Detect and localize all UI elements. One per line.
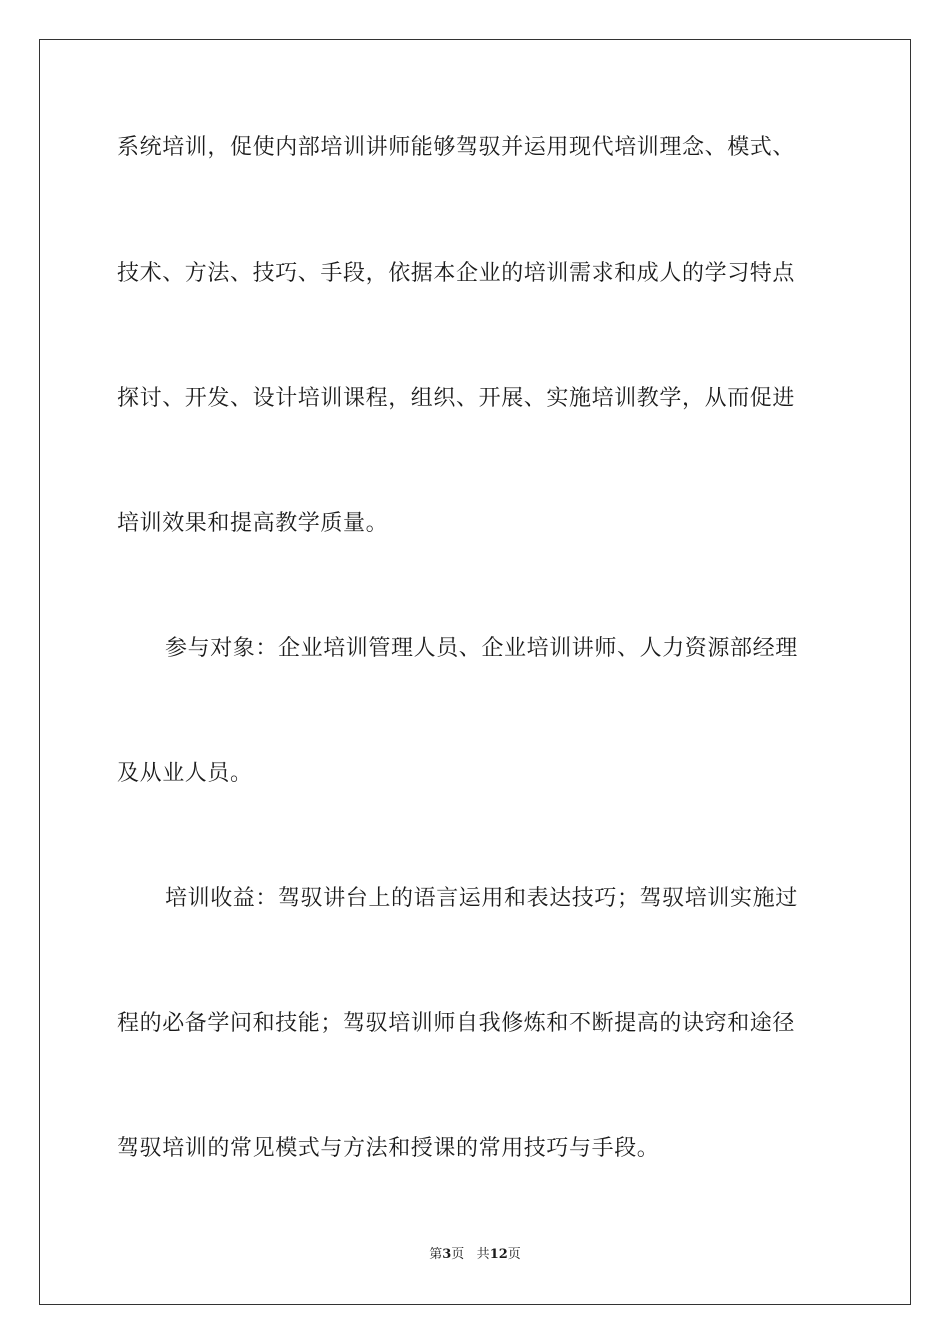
page-suffix: 页 (451, 1247, 465, 1262)
body-text-line-1: 系统培训，促使内部培训讲师能够驾驭并运用现代培训理念、模式、 (117, 135, 796, 160)
benefits-line-2: 程的必备学问和技能；驾驭培训师自我修炼和不断提高的诀窍和途径 (117, 1011, 796, 1036)
total-pages: 12 (489, 1247, 508, 1262)
page-prefix: 第 (429, 1247, 443, 1262)
page-border (39, 39, 911, 1305)
benefits-line-1: 培训收益：驾驭讲台上的语言运用和表达技巧；驾驭培训实施过 (165, 886, 798, 911)
participants-line-1: 参与对象：企业培训管理人员、企业培训讲师、人力资源部经理 (165, 636, 798, 661)
total-prefix: 共 (476, 1247, 490, 1262)
total-suffix: 页 (507, 1247, 521, 1262)
benefits-line-3: 驾驭培训的常见模式与方法和授课的常用技巧与手段。 (117, 1136, 660, 1161)
body-text-line-4: 培训效果和提高教学质量。 (117, 511, 389, 536)
participants-line-2: 及从业人员。 (117, 761, 253, 786)
body-text-line-2: 技术、方法、技巧、手段，依据本企业的培训需求和成人的学习特点 (117, 261, 796, 286)
page-footer (0, 1246, 950, 1264)
body-text-line-3: 探讨、开发、设计培训课程，组织、开展、实施培训教学，从而促进 (117, 386, 796, 411)
page-number: 3 (442, 1247, 452, 1262)
